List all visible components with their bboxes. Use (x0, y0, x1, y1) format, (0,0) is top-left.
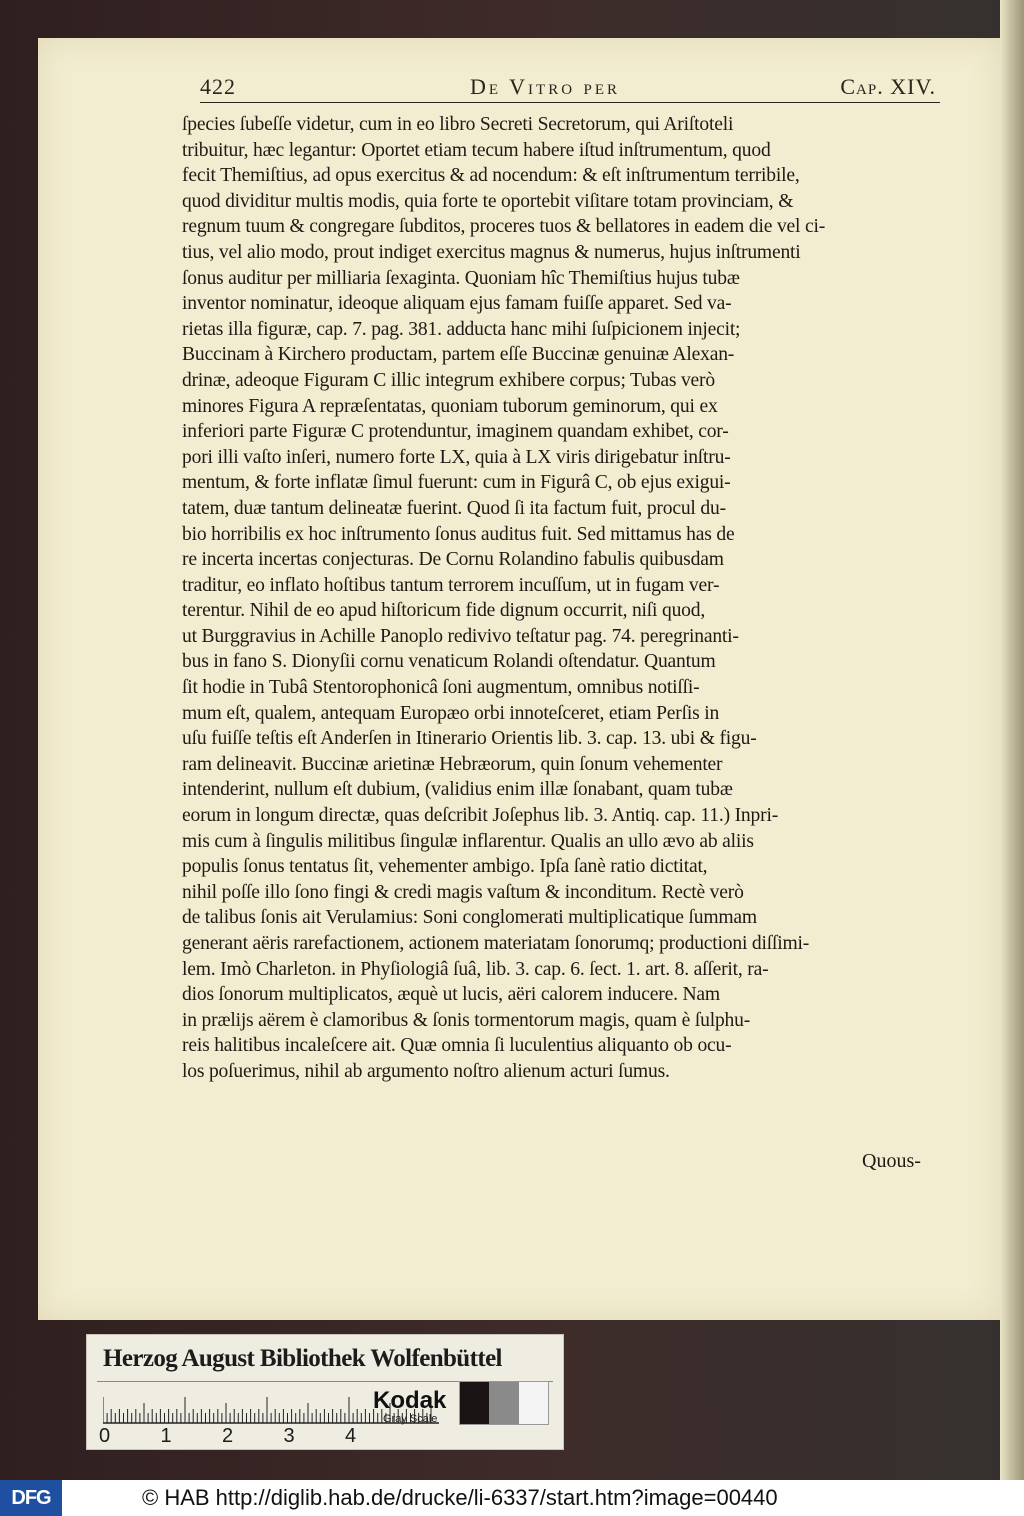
page-number: 422 (200, 74, 236, 99)
text-line: dios ſonorum multiplicatos, æquè ut lucis, aëri calorem inducere. Nam (182, 984, 720, 1006)
text-line: mis cum à ſingulis militibus ſingulæ inflarentur. Qualis an ullo ævo ab aliis (182, 830, 754, 852)
ruler-number: 1 (160, 1425, 172, 1447)
text-line: minores Figura A repræſentatas, quoniam tuborum geminorum, qui ex (182, 395, 718, 417)
footer-bar (0, 1480, 1024, 1516)
text-line: fecit Themiſtius, ad opus exercitus & ad nocendum: & eſt inſtrumentum terribile, (182, 165, 800, 187)
library-card (86, 1334, 564, 1450)
gray-patch (460, 1382, 489, 1424)
gray-patch (519, 1382, 548, 1424)
copyright-link[interactable]: © HAB http://diglib.hab.de/drucke/li-6337/start.htm?image=00440 (142, 1485, 778, 1510)
text-line: inferiori parte Figuræ C protenduntur, imaginem quandam exhibet, cor- (182, 421, 729, 443)
text-line: rietas illa figuræ, cap. 7. pag. 381. adducta hanc mihi ſuſpicionem injecit; (182, 318, 741, 340)
body-text (182, 112, 955, 1085)
text-line: in prælijs aërem è clamoribus & ſonis tormentorum magis, quam è ſulphu- (182, 1009, 751, 1031)
text-line: intenderint, nullum eſt dubium, (validius enim illæ ſonabant, quam tubæ (182, 779, 733, 801)
text-line: drinæ, adeoque Figuram C illic integrum exhibere corpus; Tubas verò (182, 369, 715, 391)
chapter-label: Cap. XIV. (840, 74, 936, 99)
text-line: Buccinam à Kirchero productam, partem eſſe Buccinæ genuinæ Alexan- (182, 344, 735, 366)
text-line: ſpecies ſubeſſe videtur, cum in eo libro Secreti Secretorum, qui Ariſtoteli (182, 114, 734, 135)
text-line: ſonus auditur per milliaria ſexaginta. Quoniam hîc Themiſtius hujus tubæ (182, 267, 740, 289)
text-line: bio horribilis ex hoc inſtrumento ſonus auditus fuit. Sed mittamus has de (182, 523, 735, 545)
kodak-logo: Kodak (373, 1387, 447, 1414)
text-line: populis ſonus tentatus ſit, vehementer ambigo. Ipſa ſanè ratio dictitat, (182, 856, 708, 878)
text-line: re incerta incertas conjecturas. De Cornu Rolandino fabulis quibusdam (182, 549, 724, 571)
text-line: tatem, duæ tantum delineatæ fuerint. Quod ſi ita factum fuit, procul du- (182, 497, 726, 519)
library-name: Herzog August Bibliothek Wolfenbüttel (103, 1345, 502, 1372)
text-line: pori illi vaſto inſeri, numero forte LX, quia à LX viris dirigebatur inſtru- (182, 446, 731, 468)
text-line: uſu fuiſſe teſtis eſt Anderſen in Itinerario Orientis lib. 3. cap. 13. ubi & figu- (182, 728, 757, 750)
text-line: ut Burggravius in Achille Panoplo redivivo teſtatur pag. 74. peregrinanti- (182, 625, 739, 647)
page-header (200, 70, 940, 104)
text-line: quod dividitur multis modis, quia forte te oportebit viſitare totam provinciam, & (182, 190, 794, 212)
text-line: tius, vel alio modo, prout indiget exercitus magnus & numerus, hujus inſtrumenti (182, 241, 801, 263)
ruler-numbers (99, 1425, 439, 1449)
text-line: tribuitur, hæc legantur: Oportet etiam tecum habere iſtud inſtrumentum, quod (182, 139, 771, 161)
text-line: de talibus ſonis ait Verulamius: Soni conglomerati multiplicatique ſummam (182, 907, 757, 929)
ruler-number: 0 (99, 1425, 111, 1447)
text-line: generant aëris rarefactionem, actionem materiatam ſonorumq; productioni diſſimi- (182, 933, 810, 954)
text-line: lem. Imò Charleton. in Phyſiologiâ ſuâ, lib. 3. cap. 6. ſect. 1. art. 8. aſſerit, ra- (182, 958, 769, 980)
catchword: Quous- (862, 1150, 921, 1172)
text-line: inventor nominatur, ideoque aliquam ejus famam fuiſſe apparet. Sed va- (182, 293, 732, 315)
gray-patches (459, 1381, 549, 1425)
text-line: bus in fano S. Dionyſii cornu venaticum Rolandi oſtendatur. Quantum (182, 651, 716, 673)
header-rule (200, 102, 940, 103)
text-line: eorum in longum directæ, quas deſcribit Joſephus lib. 3. Antiq. cap. 11.) Inpri- (182, 805, 779, 827)
text-line: mentum, & forte inflatæ ſimul fuerunt: cum in Figurâ C, ob ejus exigui- (182, 472, 731, 494)
text-line: los poſuerimus, nihil ab argumento noſtro alienum acturi ſumus. (182, 1060, 670, 1082)
gray-scale-label: Gray Scale (383, 1413, 438, 1425)
text-line: reis halitibus incaleſcere ait. Quæ omnia ſi luculentius aliquanto ob ocu- (182, 1035, 732, 1057)
book-gutter (1000, 0, 1024, 1480)
gray-patch (489, 1382, 518, 1424)
text-line: ſit hodie in Tubâ Stentorophonicâ ſoni augmentum, omnibus notiſſi- (182, 677, 700, 699)
text-line: ram delineavit. Buccinæ arietinæ Hebræorum, quin ſonum vehementer (182, 753, 723, 775)
text-line: mum eſt, qualem, antequam Europæo orbi innoteſceret, etiam Perſis in (182, 702, 720, 724)
ruler-number: 3 (283, 1425, 295, 1447)
ruler-number: 2 (222, 1425, 234, 1447)
text-line: terentur. Nihil de eo apud hiſtoricum fide dignum occurrit, niſi quod, (182, 600, 706, 622)
dfg-logo: DFG (0, 1480, 62, 1516)
ruler-number: 4 (345, 1425, 357, 1447)
running-title: De Vitro per (470, 74, 621, 99)
text-line: traditur, eo inflato hoſtibus tantum terrorem incuſſum, ut in fugam ver- (182, 574, 720, 596)
text-line: regnum tuum & congregare ſubditos, proceres tuos & bellatores in eadem die vel ci- (182, 216, 826, 238)
text-line: nihil poſſe illo ſono fingi & credi magis vaſtum & inconditum. Rectè verò (182, 881, 744, 903)
